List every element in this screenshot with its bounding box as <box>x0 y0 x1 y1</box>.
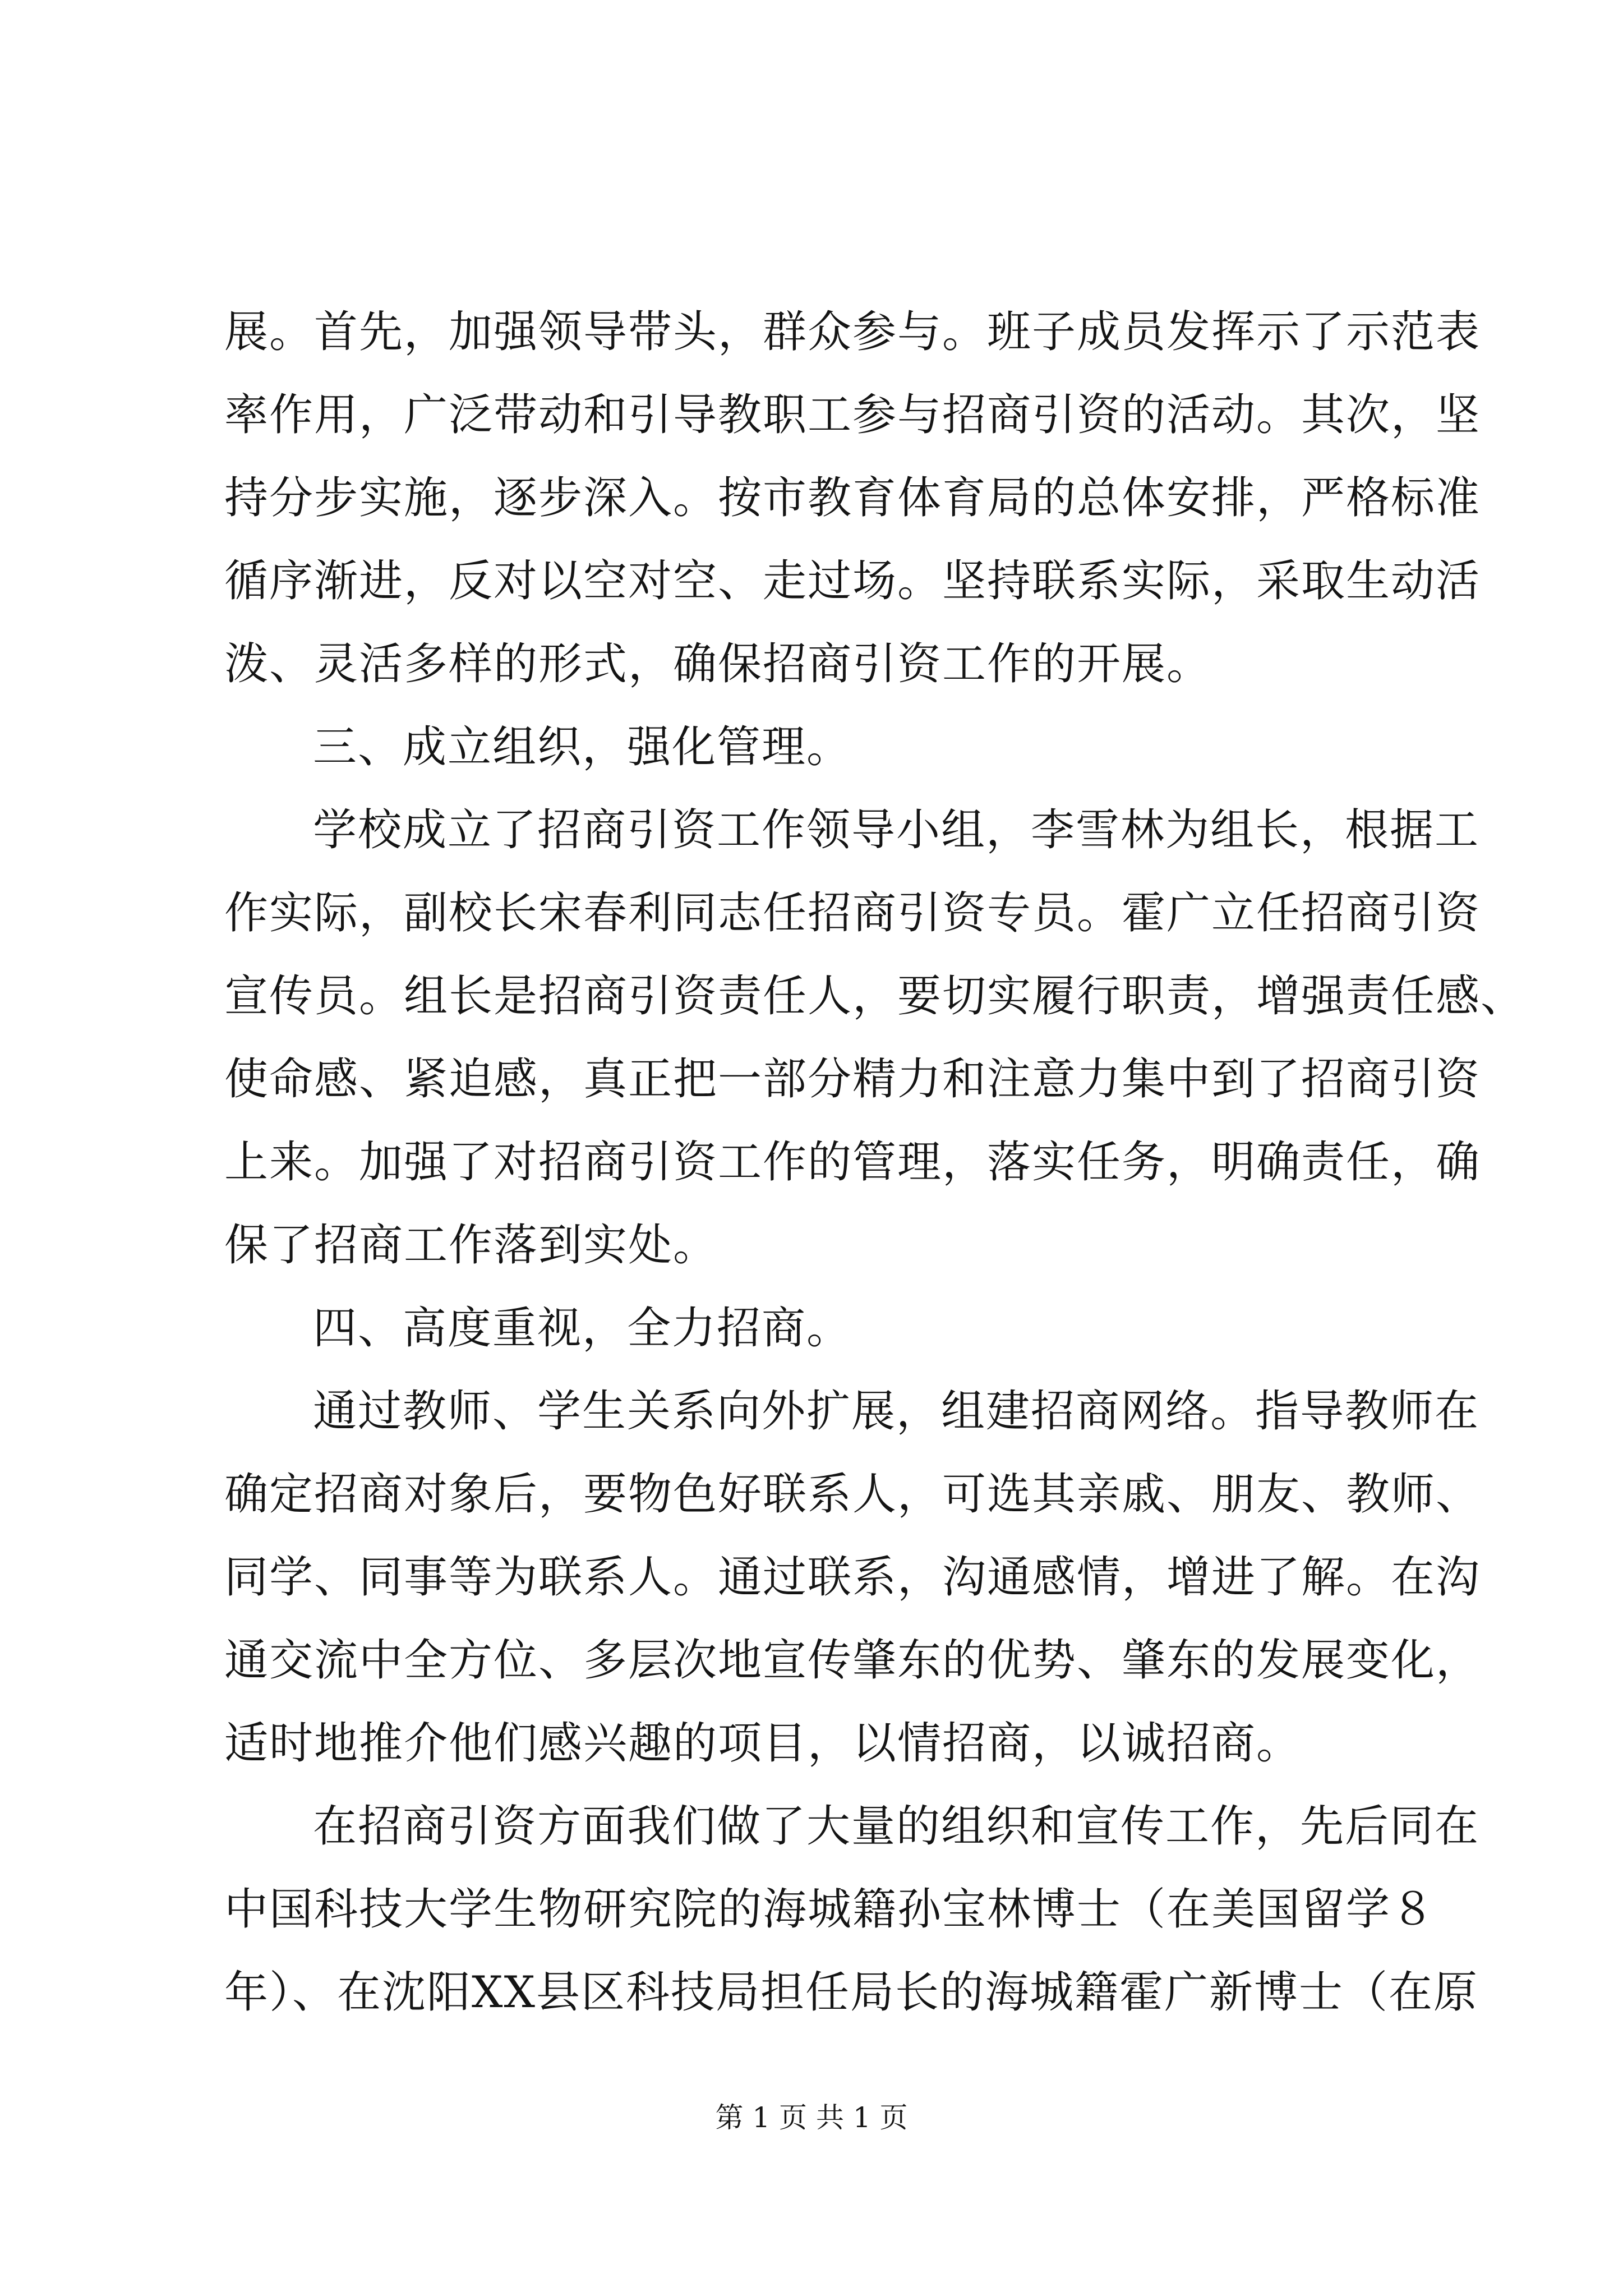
text-line: 中国科技大学生物研究院的海城籍孙宝林博士（在美国留学８ <box>224 1884 1436 1935</box>
text-line: 保了招商工作落到实处。 <box>224 1220 718 1271</box>
text-line: 确定招商对象后，要物色好联系人，可选其亲戚、朋友、教师、 <box>224 1469 1481 1520</box>
text-line: 通交流中全方位、多层次地宣传肇东的优势、肇东的发展变化， <box>224 1635 1481 1686</box>
text-line: 泼、灵活多样的形式，确保招商引资工作的开展。 <box>224 639 1212 689</box>
text-line: 展。首先，加强领导带头，群众参与。班子成员发挥示了示范表 <box>224 307 1481 357</box>
page-number-footer: 第 1 页 共 1 页 <box>715 2101 908 2134</box>
text-line: 学校成立了招商引资工作领导小组，李雪林为组长，根据工 <box>313 805 1480 855</box>
text-line: 循序渐进，反对以空对空、走过场。坚持联系实际，采取生动活 <box>224 556 1481 606</box>
text-line: 持分步实施，逐步深入。按市教育体育局的总体安排，严格标准 <box>224 473 1481 523</box>
text-line: 适时地推介他们感兴趣的项目，以情招商，以诚招商。 <box>224 1718 1302 1769</box>
text-line: 率作用，广泛带动和引导教职工参与招商引资的活动。其次，坚 <box>224 390 1481 440</box>
text-line: 上来。加强了对招商引资工作的管理，落实任务，明确责任，确 <box>224 1137 1481 1188</box>
text-line: 在招商引资方面我们做了大量的组织和宣传工作，先后同在 <box>313 1801 1480 1852</box>
text-line: 同学、同事等为联系人。通过联系，沟通感情，增进了解。在沟 <box>224 1552 1481 1603</box>
section-heading: 三、成立组织，强化管理。 <box>313 722 852 772</box>
section-heading: 四、高度重视，全力招商。 <box>313 1303 852 1354</box>
text-line: 宣传员。组长是招商引资责任人，要切实履行职责，增强责任感、 <box>224 971 1526 1022</box>
text-line: 年）、在沈阳XX县区科技局担任局长的海城籍霍广新博士（在原 <box>224 1967 1479 2018</box>
text-line: 作实际，副校长宋春利同志任招商引资专员。霍广立任招商引资 <box>224 888 1481 938</box>
document-body <box>224 291 1526 2034</box>
text-line: 通过教师、学生关系向外扩展，组建招商网络。指导教师在 <box>313 1386 1480 1437</box>
text-line: 使命感、紧迫感，真正把一部分精力和注意力集中到了招商引资 <box>224 1054 1481 1105</box>
